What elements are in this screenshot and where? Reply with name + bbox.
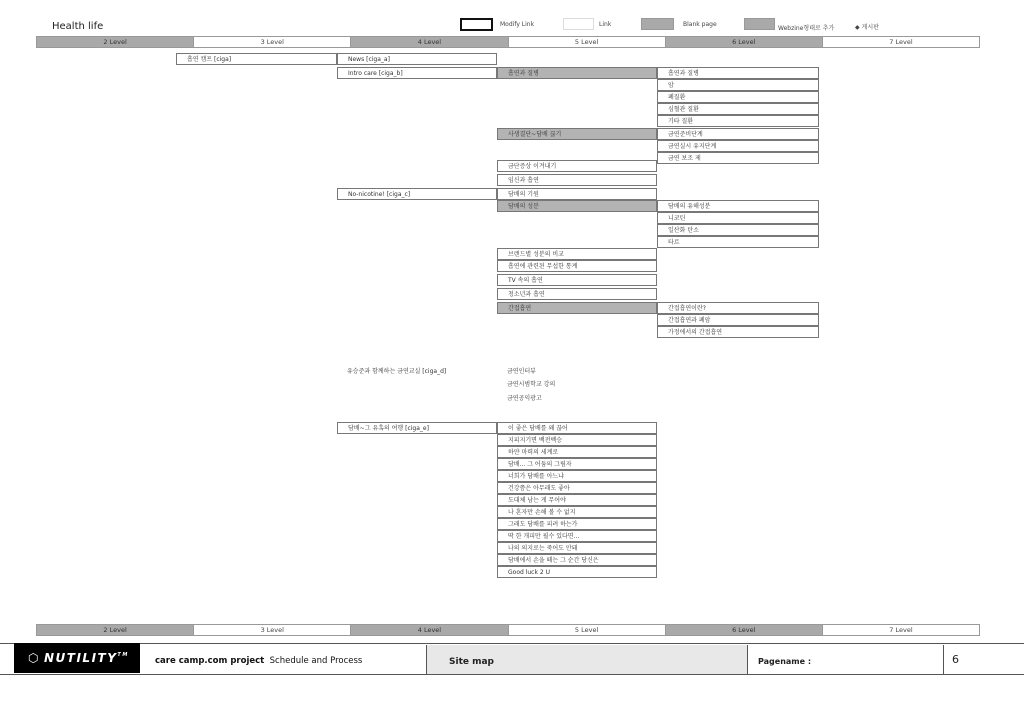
sitemap-node-level5[interactable]: 너희가 담배를 아느냐 <box>497 470 657 482</box>
sitemap-node-level5[interactable]: 청소년과 흡연 <box>497 288 657 300</box>
level-header-bottom <box>36 624 980 636</box>
sitemap-node-level4[interactable]: 담배~그 유혹의 여행 [ciga_e] <box>337 422 497 434</box>
level-5: 5 Level <box>509 625 666 635</box>
hex-logo-icon: ⬡ <box>28 651 40 665</box>
sitemap-node-level5[interactable]: 담배의 성분 <box>497 200 657 212</box>
project-subtitle: Schedule and Process <box>269 656 363 666</box>
level-2: 2 Level <box>37 625 194 635</box>
sitemap-node-level6[interactable]: 니코틴 <box>657 212 819 224</box>
level-6: 6 Level <box>666 625 823 635</box>
sitemap-node-level6[interactable]: 기타 질환 <box>657 115 819 127</box>
sitemap-node-level5[interactable]: 담배에서 손을 떼는 그 순간 당신은 <box>497 554 657 566</box>
sitemap-node-level5[interactable]: 나의 의지로는 죽어도 안돼 <box>497 542 657 554</box>
sitemap-node-level5[interactable]: TV 속의 흡연 <box>497 274 657 286</box>
sitemap-node-level6[interactable]: 일산화 탄소 <box>657 224 819 236</box>
page-title: Health life <box>52 21 104 32</box>
sitemap-node-level5[interactable]: 하얀 마력의 세계로 <box>497 446 657 458</box>
project-label <box>155 656 362 666</box>
pagename-label: Pagename : <box>758 657 812 666</box>
level-4: 4 Level <box>351 625 508 635</box>
sitemap-node-level6[interactable]: 금연 보조 제 <box>657 152 819 164</box>
sitemap-node-level4[interactable]: Intro care [ciga_b] <box>337 67 497 79</box>
sitemap-node-level6[interactable]: 타르 <box>657 236 819 248</box>
sitemap-node-level4[interactable]: News [ciga_a] <box>337 53 497 65</box>
legend-link-label: Link <box>599 21 612 28</box>
sitemap-node-level5[interactable]: 사생결단~담배 끊기 <box>497 128 657 140</box>
sitemap-node-level5[interactable]: 금연인터뷰 <box>507 368 536 375</box>
sitemap-node-level6[interactable]: 흡연과 질병 <box>657 67 819 79</box>
legend-blank-swatch <box>641 18 674 30</box>
section-label: Site map <box>426 645 748 674</box>
level-3: 3 Level <box>194 37 351 47</box>
sitemap-node-level4[interactable]: 유승준과 함께하는 금연교실 [ciga_d] <box>347 368 447 375</box>
sitemap-node-level5[interactable]: 금연시범학교 강의 <box>507 381 556 388</box>
sitemap-node-level6[interactable]: 금연실시 유지단계 <box>657 140 819 152</box>
level-4: 4 Level <box>351 37 508 47</box>
legend-board-label: ◆ 게시판 <box>855 24 879 31</box>
sitemap-node-level6[interactable]: 간접흡연과 폐암 <box>657 314 819 326</box>
sitemap-node-level5[interactable]: 건강쯤은 아무래도 좋아 <box>497 482 657 494</box>
sitemap-node-level5[interactable]: 이 좋은 담배를 왜 끊어 <box>497 422 657 434</box>
logo-text: NUTILITY <box>43 651 118 665</box>
footer-divider <box>943 645 944 674</box>
sitemap-node-level6[interactable]: 폐질환 <box>657 91 819 103</box>
legend-modify-link-label: Modify Link <box>500 21 535 28</box>
legend-modify-link-swatch <box>460 18 493 31</box>
legend-webzine-swatch <box>744 18 775 30</box>
sitemap-node-level5[interactable]: 임신과 흡연 <box>497 174 657 186</box>
sitemap-node-level6[interactable]: 간접흡연이란? <box>657 302 819 314</box>
sitemap-node-level6[interactable]: 심혈관 질환 <box>657 103 819 115</box>
project-name: care camp.com project <box>155 656 265 666</box>
level-2: 2 Level <box>37 37 194 47</box>
level-5: 5 Level <box>509 37 666 47</box>
sitemap-node-level5[interactable]: 지피지기면 백전백승 <box>497 434 657 446</box>
sitemap-node-level3[interactable]: 흡연 캠프 [ciga] <box>176 53 337 65</box>
sitemap-node-level5[interactable]: Good luck 2 U <box>497 566 657 578</box>
sitemap-node-level5[interactable]: 담배의 기원 <box>497 188 657 200</box>
legend-blank-label: Blank page <box>683 21 717 28</box>
sitemap-node-level6[interactable]: 가정에서의 간접흡연 <box>657 326 819 338</box>
sitemap-node-level4[interactable]: No-nicotine! [ciga_c] <box>337 188 497 200</box>
level-7: 7 Level <box>823 625 979 635</box>
sitemap-node-level6[interactable]: 암 <box>657 79 819 91</box>
sitemap-node-level5[interactable]: 나 혼자만 손해 볼 수 없지 <box>497 506 657 518</box>
logo-trademark: TM <box>117 652 129 658</box>
legend-webzine-label: Webzine형태로 추가 <box>778 25 835 32</box>
level-6: 6 Level <box>666 37 823 47</box>
level-header-top <box>36 36 980 48</box>
sitemap-node-level5[interactable]: 담배... 그 어둠의 그림자 <box>497 458 657 470</box>
sitemap-node-level5[interactable]: 브랜드별 성분의 비교 <box>497 248 657 260</box>
page-number: 6 <box>952 653 959 666</box>
level-3: 3 Level <box>194 625 351 635</box>
sitemap-node-level5[interactable]: 금연공익광고 <box>507 395 542 402</box>
sitemap-node-level5[interactable]: 딱 한 개피만 필수 있다면... <box>497 530 657 542</box>
sitemap-node-level6[interactable]: 금연준비단계 <box>657 128 819 140</box>
sitemap-node-level5[interactable]: 간접흡연 <box>497 302 657 314</box>
level-7: 7 Level <box>823 37 979 47</box>
sitemap-node-level5[interactable]: 도대체 남는 게 무어야 <box>497 494 657 506</box>
sitemap-node-level6[interactable]: 담배의 유해성분 <box>657 200 819 212</box>
sitemap-node-level5[interactable]: 흡연과 질병 <box>497 67 657 79</box>
sitemap-node-level5[interactable]: 금단증상 이겨내기 <box>497 160 657 172</box>
legend-link-swatch <box>563 18 594 30</box>
sitemap-node-level5[interactable]: 그래도 담배를 피려 하는가 <box>497 518 657 530</box>
nutility-logo <box>14 643 140 673</box>
sitemap-node-level5[interactable]: 흡연에 관련된 무섭한 통계 <box>497 260 657 272</box>
